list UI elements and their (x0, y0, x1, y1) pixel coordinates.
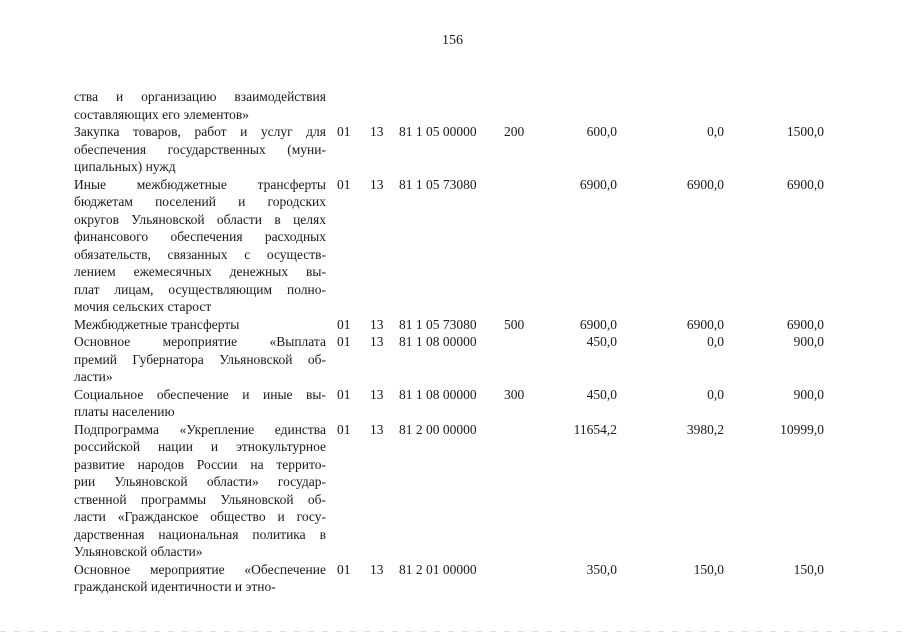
row-description (74, 421, 326, 561)
description-line: премий Губернатора Ульяновской об- (74, 351, 326, 367)
section-code-cell: 01 (337, 316, 351, 332)
description-line: развитие народов России на террито- (74, 456, 326, 472)
row-description (74, 88, 326, 123)
amount-year1-cell: 6900,0 (579, 316, 617, 332)
budget-table (74, 88, 854, 596)
table-row (74, 561, 854, 596)
section-code-cell: 01 (337, 176, 351, 192)
description-line: лением ежемесячных денежных вы- (74, 264, 326, 279)
amount-year1-cell: 450,0 (586, 334, 617, 349)
table-row (74, 316, 854, 334)
description-line: ласти» (74, 369, 113, 384)
amount-year2-cell: 0,0 (707, 386, 724, 402)
description-line: Подпрограмма «Укрепление единства (74, 421, 326, 437)
row-description (74, 123, 326, 176)
amount-year3-cell: 1500,0 (786, 124, 824, 139)
page-number: 156 (442, 33, 463, 48)
description-line: платы населению (74, 404, 175, 419)
row-description (74, 176, 326, 316)
description-line: мочия сельских старост (74, 299, 212, 314)
amount-year1-cell: 6900,0 (579, 176, 617, 192)
description-line: российской нации и этнокультурное (74, 439, 326, 454)
row-description (74, 386, 326, 421)
amount-year3-cell: 150,0 (793, 561, 824, 577)
description-line: гражданской идентичности и этно- (74, 579, 276, 594)
table-row (74, 123, 854, 176)
amount-year3-cell: 900,0 (793, 334, 824, 349)
target-article-code-cell: 81 1 05 73080 (399, 176, 477, 192)
description-line: составляющих его элементов» (74, 106, 250, 122)
subsection-code-cell: 13 (370, 176, 384, 192)
description-line: рии Ульяновской области» государ- (74, 474, 326, 489)
section-code-cell: 01 (337, 386, 351, 402)
subsection-code-cell: 13 (370, 386, 384, 402)
description-line: Основное мероприятие «Обеспечение (74, 561, 326, 577)
section-code-cell: 01 (337, 124, 351, 139)
table-row (74, 176, 854, 316)
description-line: Иные межбюджетные трансферты (74, 176, 326, 192)
target-article-code-cell: 81 1 08 00000 (399, 334, 477, 349)
description-line: Основное мероприятие «Выплата (74, 334, 326, 349)
amount-year2-cell: 0,0 (707, 334, 724, 349)
table-row (74, 386, 854, 421)
target-article-code-cell: 81 2 01 00000 (399, 561, 477, 577)
table-row (74, 333, 854, 386)
amount-year1-cell: 600,0 (586, 124, 617, 139)
description-line: Межбюджетные трансферты (74, 316, 240, 332)
subsection-code-cell: 13 (370, 561, 384, 577)
scan-edge-divider (0, 631, 905, 632)
amount-year2-cell: 150,0 (693, 561, 724, 577)
target-article-code-cell: 81 2 00 00000 (399, 421, 477, 437)
description-line: плат лицам, осуществляющим полно- (74, 281, 326, 297)
amount-year1-cell: 11654,2 (573, 421, 617, 437)
description-line: обязательств, связанных с осуществ- (74, 246, 326, 262)
description-line: Социальное обеспечение и иные вы- (74, 386, 326, 402)
description-line: ства и организацию взаимодействия (74, 89, 326, 104)
section-code-cell: 01 (337, 334, 351, 349)
amount-year3-cell: 6900,0 (786, 316, 824, 332)
expense-type-code-cell: 500 (504, 316, 525, 332)
amount-year3-cell: 10999,0 (780, 421, 824, 437)
description-line: дарственная национальная политика в (74, 526, 326, 542)
subsection-code-cell: 13 (370, 421, 384, 437)
description-line: ласти «Гражданское общество и госу- (74, 509, 326, 524)
amount-year1-cell: 350,0 (586, 561, 617, 577)
description-line: Закупка товаров, работ и услуг для (74, 124, 326, 139)
description-line: ственной программы Ульяновской об- (74, 491, 326, 507)
section-code-cell: 01 (337, 421, 351, 437)
expense-type-code-cell: 300 (504, 386, 525, 402)
amount-year1-cell: 450,0 (586, 386, 617, 402)
row-description (74, 561, 326, 596)
table-row (74, 421, 854, 561)
description-line: бюджетам поселений и городских (74, 194, 326, 209)
section-code-cell: 01 (337, 561, 351, 577)
amount-year2-cell: 6900,0 (686, 176, 724, 192)
table-row (74, 88, 854, 123)
description-line: финансового обеспечения расходных (74, 229, 326, 244)
amount-year2-cell: 6900,0 (686, 316, 724, 332)
amount-year2-cell: 0,0 (707, 124, 724, 139)
subsection-code-cell: 13 (370, 316, 384, 332)
subsection-code-cell: 13 (370, 334, 384, 349)
amount-year3-cell: 6900,0 (786, 176, 824, 192)
description-line: Ульяновской области» (74, 544, 203, 559)
amount-year2-cell: 3980,2 (686, 421, 724, 437)
row-description (74, 316, 326, 334)
target-article-code-cell: 81 1 05 00000 (399, 124, 477, 139)
description-line: ципальных) нужд (74, 159, 176, 174)
subsection-code-cell: 13 (370, 124, 384, 139)
description-line: обеспечения государственных (муни- (74, 141, 326, 157)
target-article-code-cell: 81 1 05 73080 (399, 316, 477, 332)
amount-year3-cell: 900,0 (793, 386, 824, 402)
description-line: округов Ульяновской области в целях (74, 211, 326, 227)
row-description (74, 333, 326, 386)
target-article-code-cell: 81 1 08 00000 (399, 386, 477, 402)
expense-type-code-cell: 200 (504, 124, 525, 139)
